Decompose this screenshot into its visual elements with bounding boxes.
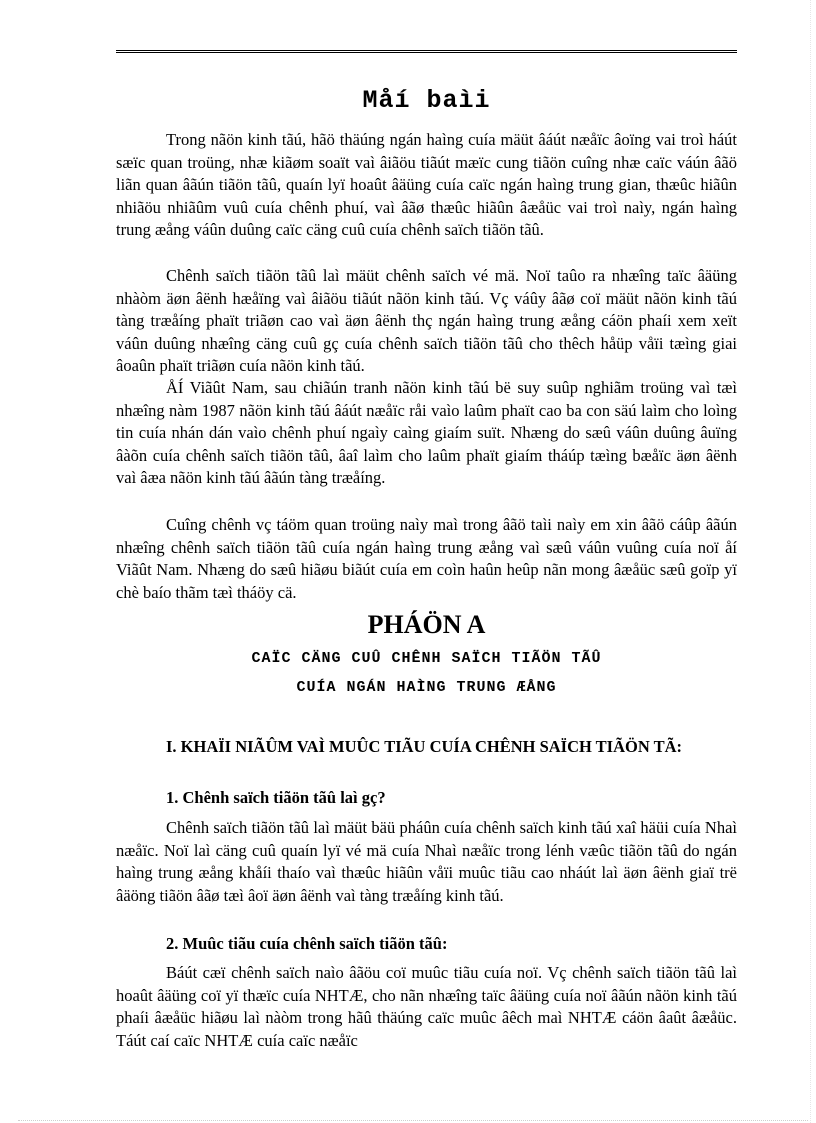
part-heading: PHÁÖN A (367, 610, 486, 639)
page-bottom-border (18, 1120, 808, 1122)
section-heading: I. KHAÏI NIÃÛM VAÌ MUÛC TIÃU CUÍA CHÊNH SAÏCH TIÃÖN TÃ: (166, 737, 683, 756)
page-right-border (810, 0, 812, 1123)
part-subheading-1: CAÏC CÄNG CUÛ CHÊNH SAÏCH TIÃÖN TÃÛ (251, 650, 602, 667)
intro-paragraph-1: Trong nãön kinh tãú, hãö thäúng ngán haìng cuía mäüt âáút næåïc âoïng vai troì háút sæïc quan troüng, nhæ kiãøm soaït vaì âiãöu tiãút mæïc cung tiãön cuîng nhæ caïc váún âãö liãn quan âãún tiãön tãû, quaín lyï hoaût âäüng cuía caïc ngán haìng trung gian, thæûc hiãûn nhiãöu nhiãûm vuû cuía chênh phuí, vaì âãø thæûc hiãûn âæåüc vai troì naìy, ngán haìng trung æång váûn duûng caïc cäng cuû cuía chênh saïch tiãön tãû. (116, 130, 737, 240)
intro-paragraph-4: Cuîng chênh vç táöm quan troüng naìy maì trong âãö taìi naìy em xin âãö cáûp âãún nhæîng chênh saïch tiãön tãû cuía ngán haìng trung æång vaì sæû váûn vuûng cuía noï åí Viãût Nam. Nhæng do sæû hiãøu biãút cuía em coìn haûn heûp nãn mong âæåüc sæû goïp yï chè baío thãm tæì tháöy cä. (116, 515, 737, 602)
intro-paragraph-2: Chênh saïch tiãön tãû laì mäüt chênh saïch vé mä. Noï taûo ra nhæîng taïc âäüng nhàòm äøn âënh hæåïng vaì âiãöu tiãút nãön kinh tãú. Vç váûy âãø coï mäüt nãön kinh tãú tàng træåíng phaït triãøn cao vaì äøn âënh thç ngán haìng trung æång cáön phaíi xem xeït váûn duûng nhæîng cäng cuû gç cuía chênh saïch tiãön tãû cho thêch håüp våïi tæìng giai âoaûn phaït triãøn cuía nãön kinh tãú. (116, 266, 737, 376)
subsection-2-heading: 2. Muûc tiãu cuía chênh saïch tiãön tãû: (166, 934, 448, 953)
subsection-1-heading: 1. Chênh saïch tiãön tãû laì gç? (166, 788, 386, 807)
subsection-2-paragraph: Báút cæï chênh saïch naìo âãöu coï muûc tiãu cuía noï. Vç chênh saïch tiãön tãû laì hoaût âäüng coï yï thæïc cuía NHTÆ, cho nãn nhæîng taïc âäüng cuía noï âãún nãön kinh tãú phaíi âæåüc hiãøu laì nàòm trong hãû thäúng caïc muûc âêch maì NHTÆ cáön âaût âæåüc. Táút caí caïc NHTÆ cuía caïc næåïc (116, 963, 737, 1050)
intro-paragraph-3: ÅÍ Viãût Nam, sau chiãún tranh nãön kinh tãú bë suy suûp nghiãm troüng vaì tæì nhæîng nàm 1987 nãön kinh tãú âáút næåïc råi vaìo laûm phaït cao ba con säú laìm cho loìng tin cuía nhán dán vaìo chênh phuí ngaìy caìng giaím suït. Nhæng do sæû váûn duûng âuïng âàõn cuía chênh saïch tiãön tãû, âaî laìm cho laûm phaït giaím tháúp tæìng bæåïc äøn âënh vaì âæa nãön kinh tãú âãún tàng træåíng. (116, 378, 737, 488)
header-rule (116, 50, 737, 53)
part-subheading-2: CUÍA NGÁN HAÌNG TRUNG ÆÅNG (296, 679, 557, 696)
page-title: Måí baìi (362, 86, 491, 115)
subsection-1-paragraph: Chênh saïch tiãön tãû laì mäüt bäü pháûn cuía chênh saïch kinh tãú xaî häüi cuía Nhaì næåïc. Noï laì cäng cuû quaín lyï vé mä cuía Nhaì næåïc trong lénh væûc tiãön tãû do ngán haìng trung æång khåíi thaío vaì thæûc hiãûn våïi muûc tiãu cao nháút laì äøn âënh giaï trë âäöng tiãön âãø tæì âoï äøn âënh vaì tàng træåíng kinh tãú. (116, 818, 737, 905)
